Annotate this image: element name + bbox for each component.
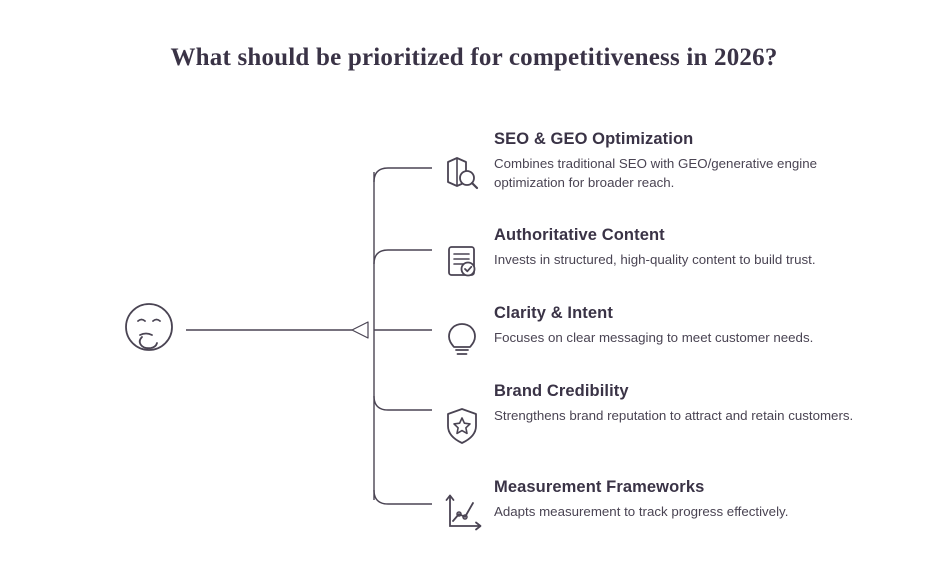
thinking-face-icon <box>118 296 180 358</box>
branch-heading: SEO & GEO Optimization <box>494 130 694 148</box>
branch-description: Adapts measurement to track progress effectively. <box>494 503 789 519</box>
page-title: What should be prioritized for competitiveness in 2026? <box>170 44 778 71</box>
branch-description: Combines traditional SEO with GEO/generative engine optimization for broader reach. <box>494 155 817 190</box>
branch-text <box>494 226 894 270</box>
branch-text <box>494 478 894 522</box>
branch-text <box>494 304 894 348</box>
branch-description: Invests in structured, high-quality content to build trust. <box>494 251 816 267</box>
branch-heading: Brand Credibility <box>494 382 629 400</box>
branch-text <box>494 382 894 426</box>
branch-text <box>494 130 894 193</box>
branch-description: Focuses on clear messaging to meet customer needs. <box>494 329 814 345</box>
map-search-icon <box>440 152 484 200</box>
shield-star-icon <box>440 404 484 452</box>
document-check-icon <box>440 240 484 288</box>
lightbulb-icon <box>440 318 484 366</box>
branch-heading: Authoritative Content <box>494 226 665 244</box>
branch-description: Strengthens brand reputation to attract and retain customers. <box>494 407 854 423</box>
branch-heading: Measurement Frameworks <box>494 478 705 496</box>
line-chart-icon <box>440 492 484 540</box>
branch-heading: Clarity & Intent <box>494 304 613 322</box>
